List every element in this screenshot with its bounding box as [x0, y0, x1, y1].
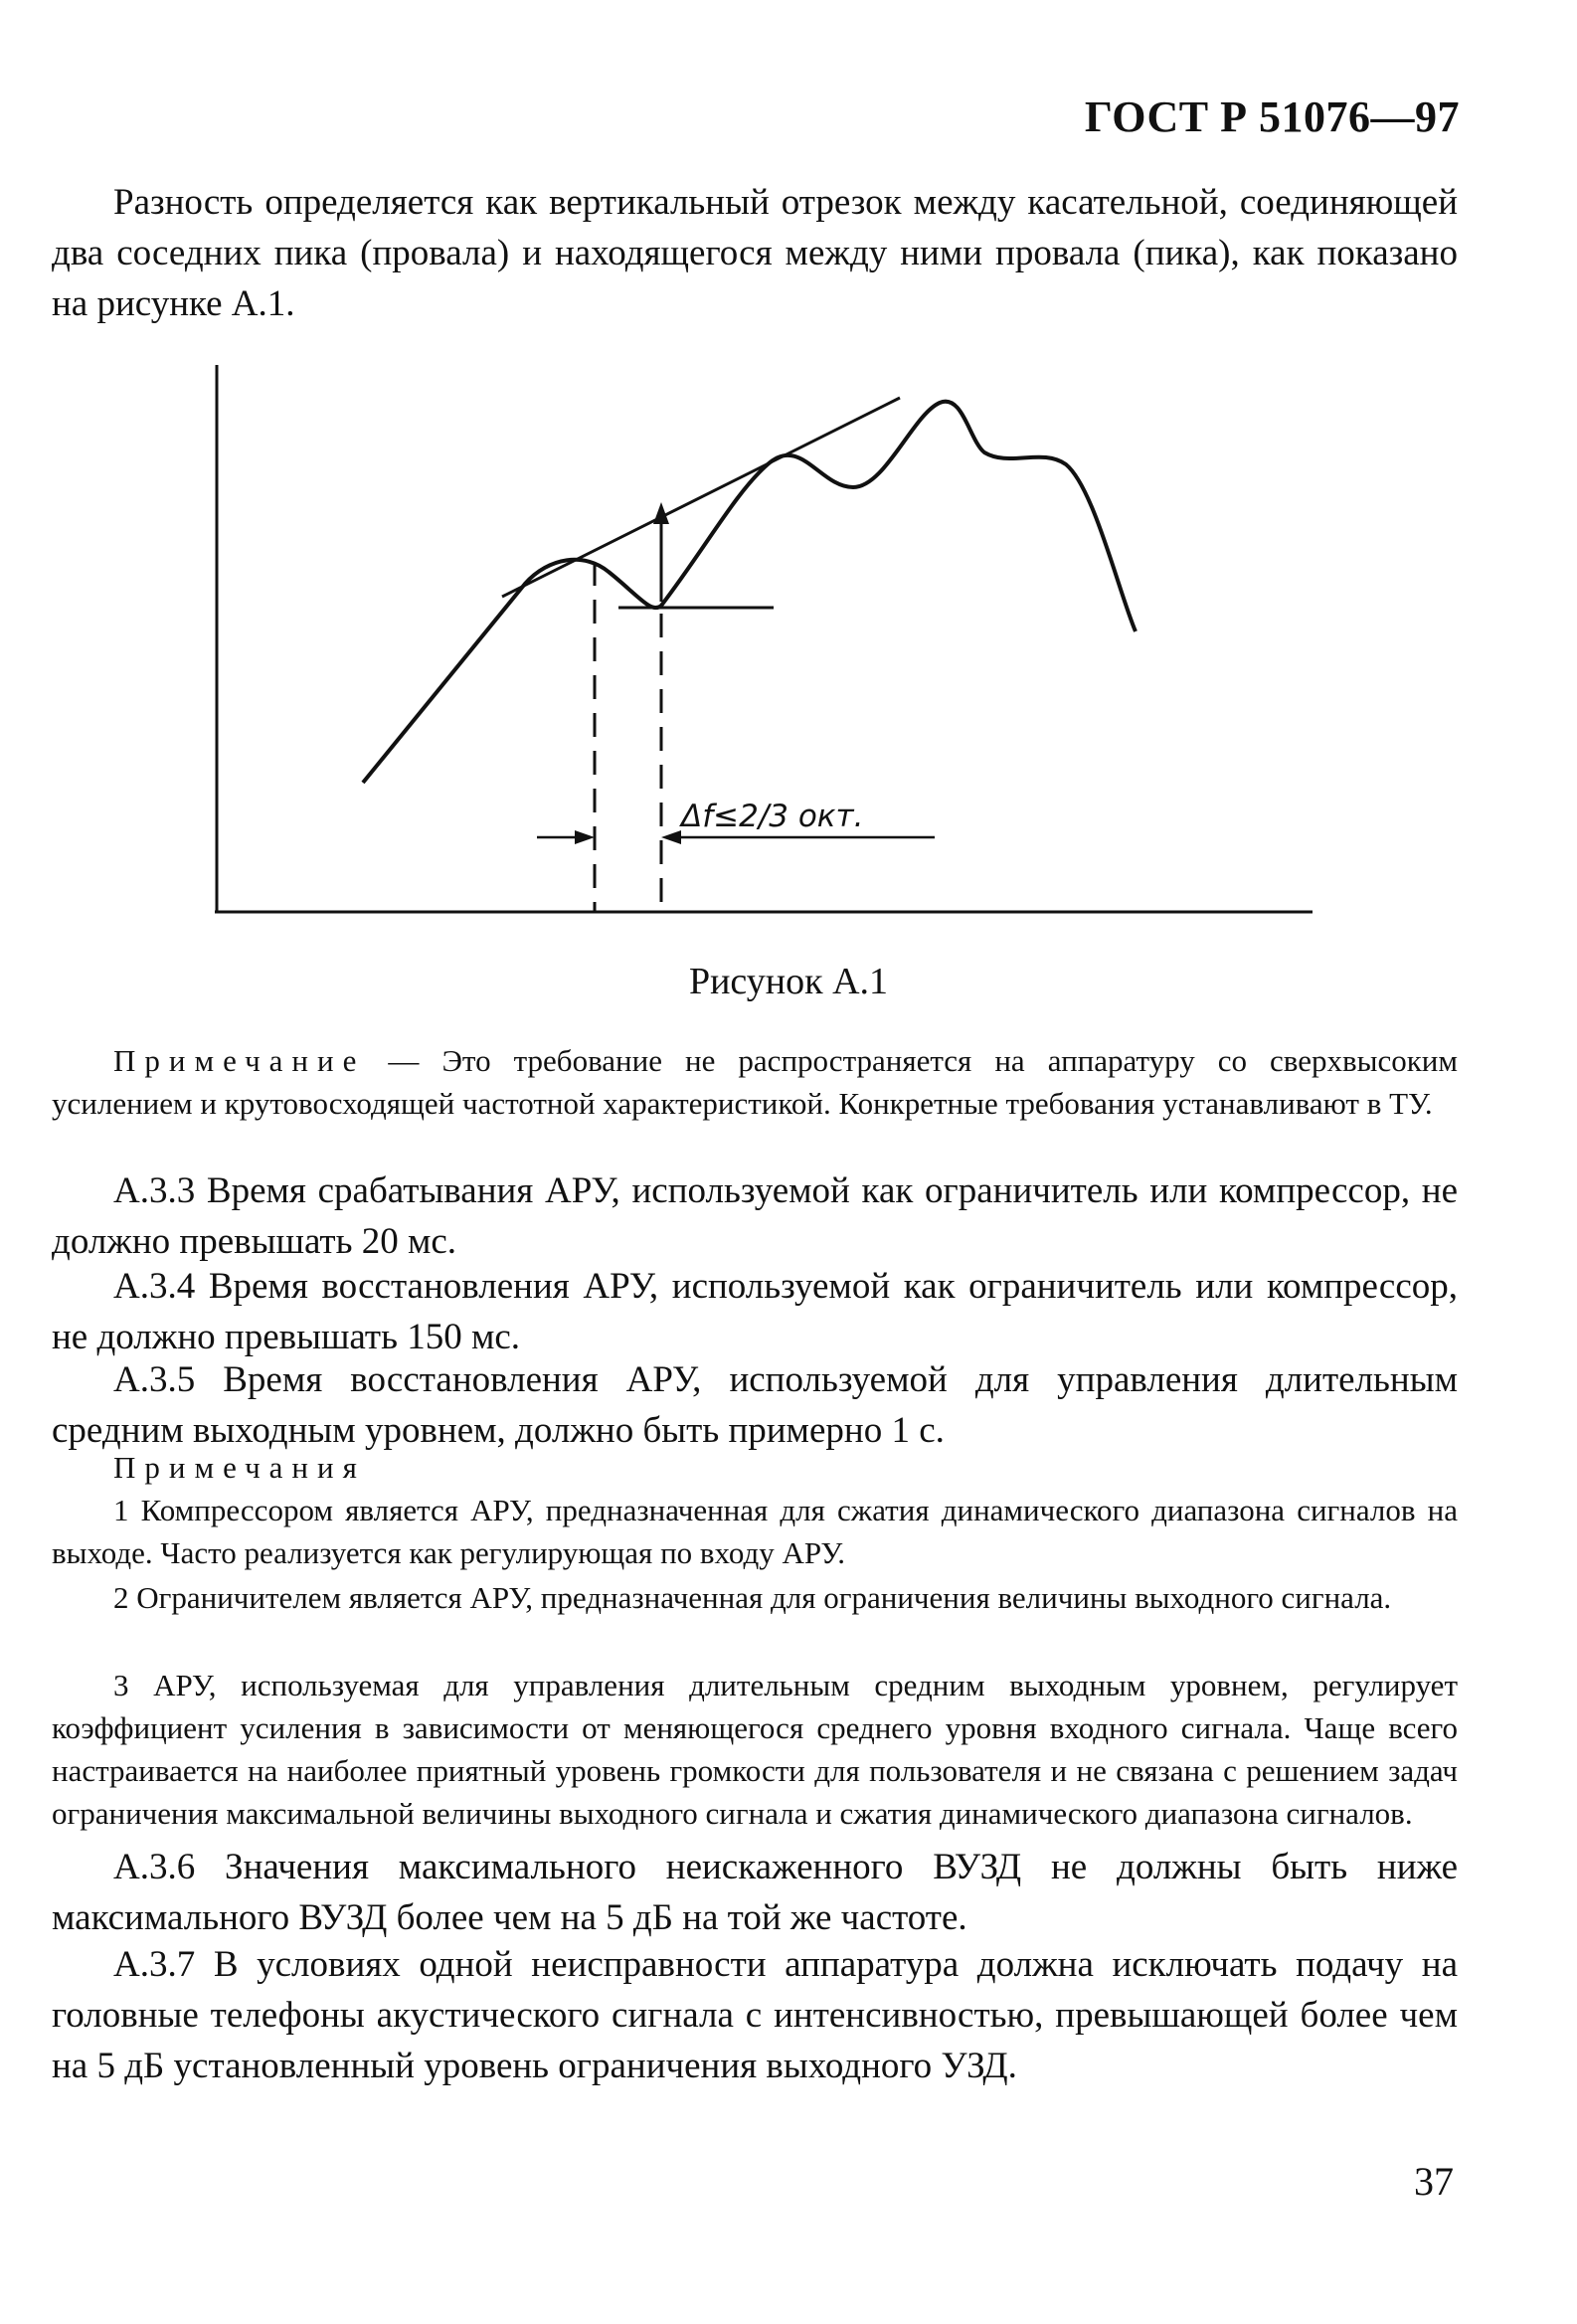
interval-right-arrowhead	[661, 830, 681, 844]
figure-a1	[199, 353, 1322, 930]
clause-a34: А.3.4 Время восстановления АРУ, используемой как ограничитель или компрессор, не должно превышать 150 мс.	[52, 1266, 1458, 1357]
note-dash: —	[365, 1043, 442, 1078]
interval-left-arrowhead	[575, 830, 595, 844]
page-number: 37	[1414, 2159, 1454, 2204]
note-paragraph	[52, 1039, 1458, 1125]
clause-a35: А.3.5 Время восстановления АРУ, используемой для управления длительным средним выходным уровнем, должно быть примерно 1 с.	[52, 1359, 1458, 1451]
clause-a37: А.3.7 В условиях одной неисправности аппаратура должна исключать подачу на головные телефоны акустического сигнала с интенсивностью, превышающей более чем на 5 дБ установленный уровень ограничения выходного УЗД.	[52, 1944, 1458, 2086]
interval-annotation: Δf≤2/3 окт.	[681, 799, 864, 834]
response-curve	[363, 402, 1136, 783]
figure-caption: Рисунок А.1	[688, 961, 889, 1002]
notes-heading: Примечания	[113, 1450, 366, 1485]
note-label: Примечание	[113, 1043, 366, 1078]
note-item-2: 2 Ограничителем является АРУ, предназначенная для ограничения величины выходного сигнала.	[113, 1580, 1392, 1615]
document-code-header: ГОСТ Р 51076—97	[1084, 92, 1460, 141]
frequency-response-diagram	[199, 353, 1322, 930]
intro-paragraph: Разность определяется как вертикальный отрезок между касательной, соединяющей два соседних пика (провала) и находящегося между ними провала (пика), как показано на рисунке А.1.	[52, 182, 1458, 324]
note-item-3: 3 АРУ, используемая для управления длительным средним выходным уровнем, регулирует коэффициент усиления в зависимости от меняющегося среднего уровня входного сигнала. Чаще всего настраивается на наиболее приятный уровень громкости для пользователя и не связана с решением задач ограничения максимальной величины выходного сигнала и сжатия динамического диапазона сигналов.	[52, 1668, 1458, 1831]
clause-a36: А.3.6 Значения максимального неискаженного ВУЗД не должны быть ниже максимального ВУЗД более чем на 5 дБ на той же частоте.	[52, 1847, 1458, 1938]
clause-a33: А.3.3 Время срабатывания АРУ, используемой как ограничитель или компрессор, не должно превышать 20 мс.	[52, 1170, 1458, 1262]
note-item-1: 1 Компрессором является АРУ, предназначенная для сжатия динамического диапазона сигналов на выходе. Часто реализуется как регулирующая по входу АРУ.	[52, 1493, 1458, 1570]
note-text: Это требование не распространяется на аппаратуру со сверхвысоким усилением и крутовосходящей частотной характеристикой. Конкретные требования устанавливают в ТУ.	[52, 1043, 1459, 1121]
tangent-line	[502, 398, 900, 597]
